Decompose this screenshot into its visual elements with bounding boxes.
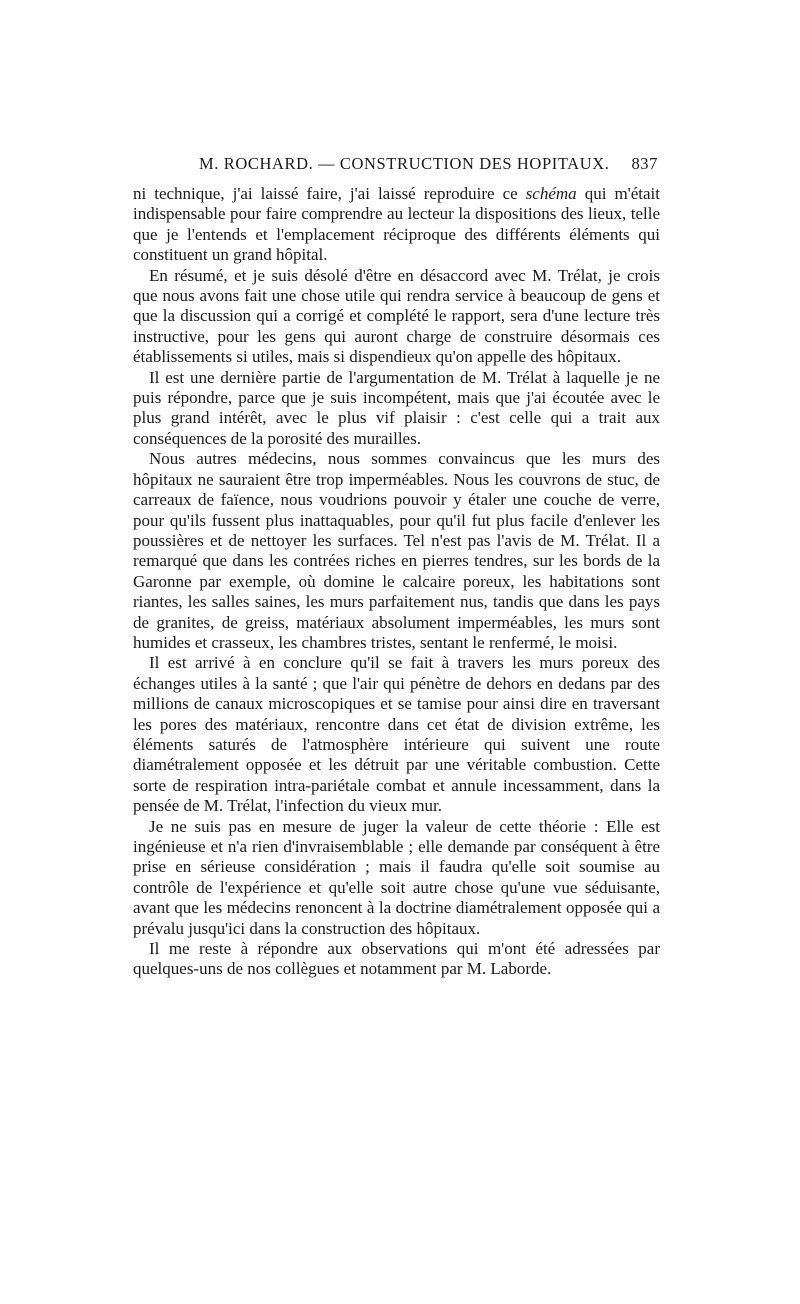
paragraph-text-start: ni technique, j'ai laissé faire, j'ai laissé reproduire ce xyxy=(133,184,526,203)
paragraph: Il est arrivé à en conclure qu'il se fait à travers les murs poreux des échanges utiles à la santé ; que l'air qui pénètre de dehors en dedans par des millions de canaux microscopiques et se tamise pour ainsi dire en traversant les pores des matériaux, rencontre dans cet état de division extrême, les éléments saturés de l'atmosphère intérieure qui suivent une route diamétralement opposée et les détruit par une véritable combustion. Cette sorte de respiration intra-pariétale combat et annule incessamment, dans la pensée de M. Trélat, l'infection du vieux mur. xyxy=(133,653,660,816)
paragraph: Il est une dernière partie de l'argumentation de M. Trélat à laquelle je ne puis répondre, parce que je suis incompétent, mais que j'ai écoutée avec le plus grand intérêt, avec le plus vif plaisir : c'est celle qui a trait aux conséquences de la porosité des murailles. xyxy=(133,367,660,448)
book-page xyxy=(133,150,660,980)
body-text xyxy=(133,184,660,980)
paragraph: Il me reste à répondre aux observations qui m'ont été adressées par quelques-uns de nos collègues et notamment par M. Laborde. xyxy=(133,939,660,979)
running-title: M. ROCHARD. — CONSTRUCTION DES HOPITAUX. xyxy=(199,154,610,173)
paragraph: En résumé, et je suis désolé d'être en désaccord avec M. Trélat, je crois que nous avons fait une chose utile qui rendra service à beaucoup de gens et que la discussion qui a corrigé et complété le rapport, sera d'une lecture très instructive, pour les gens qui auront charge de construire désormais ces établissements si utiles, mais si dispendieux qu'on appelle des hôpitaux. xyxy=(133,265,660,367)
paragraph-continued xyxy=(133,184,660,266)
page-number: 837 xyxy=(631,154,658,173)
running-header xyxy=(133,150,660,176)
paragraph: Je ne suis pas en mesure de juger la valeur de cette théorie : Elle est ingénieuse et n'a rien d'invraisemblable ; elle demande par conséquent à être prise en sérieuse considération ; mais il faudra qu'elle soit soumise au contrôle de l'expérience et qu'elle soit autre chose qu'une vue séduisante, avant que les médecins renoncent à la doctrine diamétralement opposée qui a prévalu jusqu'ici dans la construction des hôpitaux. xyxy=(133,816,660,938)
emphasis-schema: schéma xyxy=(525,184,577,203)
paragraph: Nous autres médecins, nous sommes convaincus que les murs des hôpitaux ne sauraient être trop imperméables. Nous les couvrons de stuc, de carreaux de faïence, nous voudrions pouvoir y étaler une couche de verre, pour qu'ils fussent plus inattaquables, pour qu'il fut plus facile d'enlever les poussières et de nettoyer les surfaces. Tel n'est pas l'avis de M. Trélat. Il a remarqué que dans les contrées riches en pierres tendres, sur les bords de la Garonne par exemple, où domine le calcaire poreux, les habitations sont riantes, les salles saines, les murs parfaitement nus, tandis que dans les pays de granites, de greiss, matériaux absolument imperméables, les murs sont humides et crasseux, les chambres tristes, sentant le renfermé, le moisi. xyxy=(133,449,660,652)
paragraph-text-end: qui m'était indispensable pour faire comprendre au lecteur la dispositions des lieux, telle que je l'entends et l'emplacement réciproque des différents éléments qui constituent un grand hôpital. xyxy=(133,184,660,265)
